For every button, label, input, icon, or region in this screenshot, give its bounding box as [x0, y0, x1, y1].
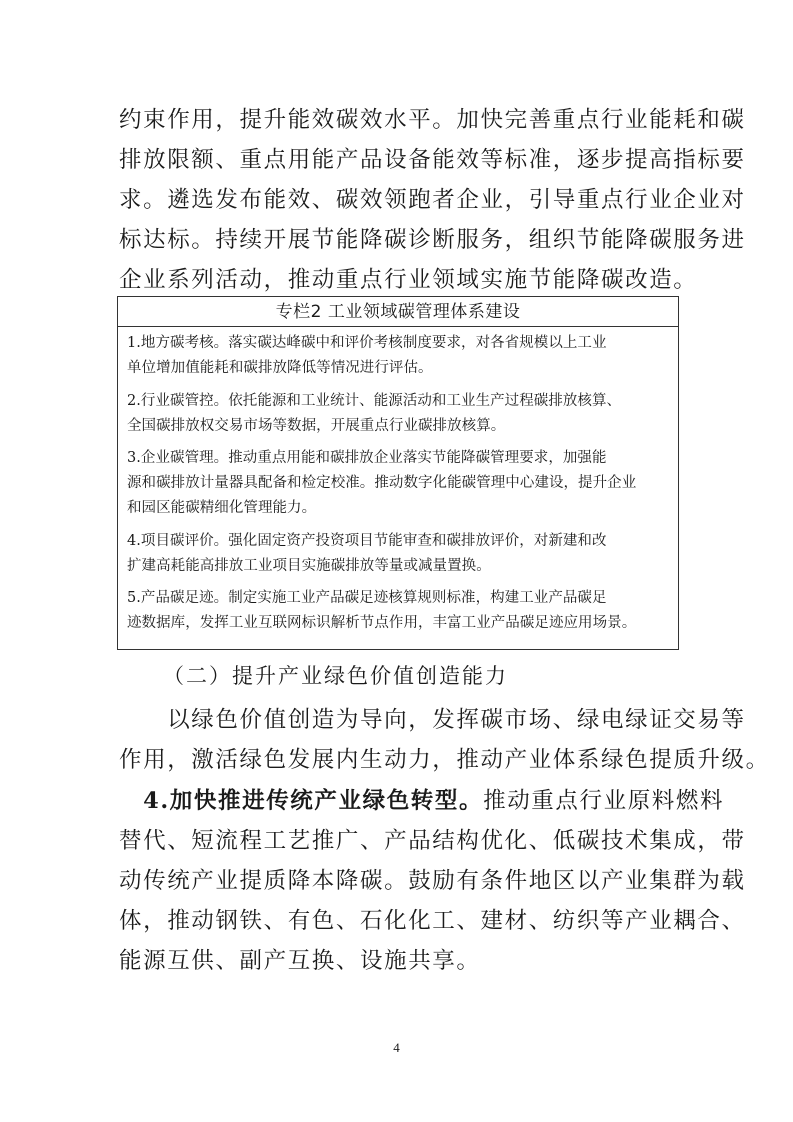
- column-box: [117, 296, 679, 650]
- paragraph-green-value: [119, 700, 770, 780]
- column-item-line: 源和碳排放计量器具配备和检定校准。推动数字化能碳管理中心建设，提升企业: [127, 475, 637, 491]
- column-item-line: 扩建高耗能高排放工业项目实施碳排放等量或减量置换。: [127, 557, 491, 574]
- text-line: [119, 781, 725, 821]
- column-item: [127, 529, 673, 579]
- text-line: 以绿色价值创造为导向，发挥碳市场、绿电绿证交易等: [119, 707, 746, 733]
- column-item-line: 4.项目碳评价。强化固定资产投资项目节能审查和碳排放评价，对新建和改: [127, 532, 607, 549]
- column-item-line: 全国碳排放权交易市场等数据，开展重点行业碳排放核算。: [127, 417, 506, 434]
- text-line: 排放限额、重点用能产品设备能效等标准，逐步提高指标要: [119, 147, 746, 173]
- column-item-line: 迹数据库，发挥工业互联网标识解析节点作用，丰富工业产品碳足迹应用场景。: [127, 615, 637, 631]
- intro-paragraph: [119, 100, 746, 300]
- text-line: 标达标。持续开展节能降碳诊断服务，组织节能降碳服务进: [119, 227, 746, 253]
- paragraph-lead-heading: 4.加快推进传统产业绿色转型。: [143, 788, 484, 814]
- text-line: 作用，激活绿色发展内生动力，推动产业体系绿色提质升级。: [119, 747, 770, 773]
- column-item-line: 单位增加值能耗和碳排放降低等情况进行评估。: [127, 360, 433, 376]
- column-item-line: 1.地方碳考核。落实碳达峰碳中和评价考核制度要求，对各省规模以上工业: [127, 335, 607, 351]
- text-line: 求。遴选发布能效、碳效领跑者企业，引导重点行业企业对: [119, 187, 746, 213]
- text-line: 动传统产业提质降本降碳。鼓励有条件地区以产业集群为载: [119, 868, 746, 894]
- page-number: 4: [393, 1040, 400, 1055]
- column-item-line: 和园区能碳精细化管理能力。: [127, 500, 317, 516]
- column-item: [127, 586, 673, 636]
- text-line: 约束作用，提升能效碳效水平。加快完善重点行业能耗和碳: [119, 107, 746, 133]
- paragraph-traditional-industry: [119, 781, 746, 981]
- column-item: [127, 389, 673, 439]
- column-item-line: 3.企业碳管理。推动重点用能和碳排放企业落实节能降碳管理要求，加强能: [127, 450, 607, 466]
- column-item: [127, 446, 673, 521]
- paragraph-lead-rest: 推动重点行业原料燃料: [483, 788, 725, 814]
- column-item: [127, 331, 673, 381]
- section-heading: （二）提升产业绿色价值创造能力: [163, 664, 508, 688]
- text-line: 体，推动钢铁、有色、石化化工、建材、纺织等产业耦合、: [119, 908, 746, 934]
- column-item-line: 2.行业碳管控。依托能源和工业统计、能源活动和工业生产过程碳排放核算、: [127, 392, 622, 409]
- column-box-body: [127, 331, 673, 644]
- text-line: 企业系列活动，推动重点行业领域实施节能降碳改造。: [119, 267, 698, 293]
- text-line: 替代、短流程工艺推广、产品结构优化、低碳技术集成，带: [119, 828, 746, 854]
- text-line: 能源互供、副产互换、设施共享。: [119, 948, 481, 974]
- column-box-title: 专栏2 工业领域碳管理体系建设: [118, 297, 678, 327]
- column-item-line: 5.产品碳足迹。制定实施工业产品碳足迹核算规则标准，构建工业产品碳足: [127, 590, 607, 606]
